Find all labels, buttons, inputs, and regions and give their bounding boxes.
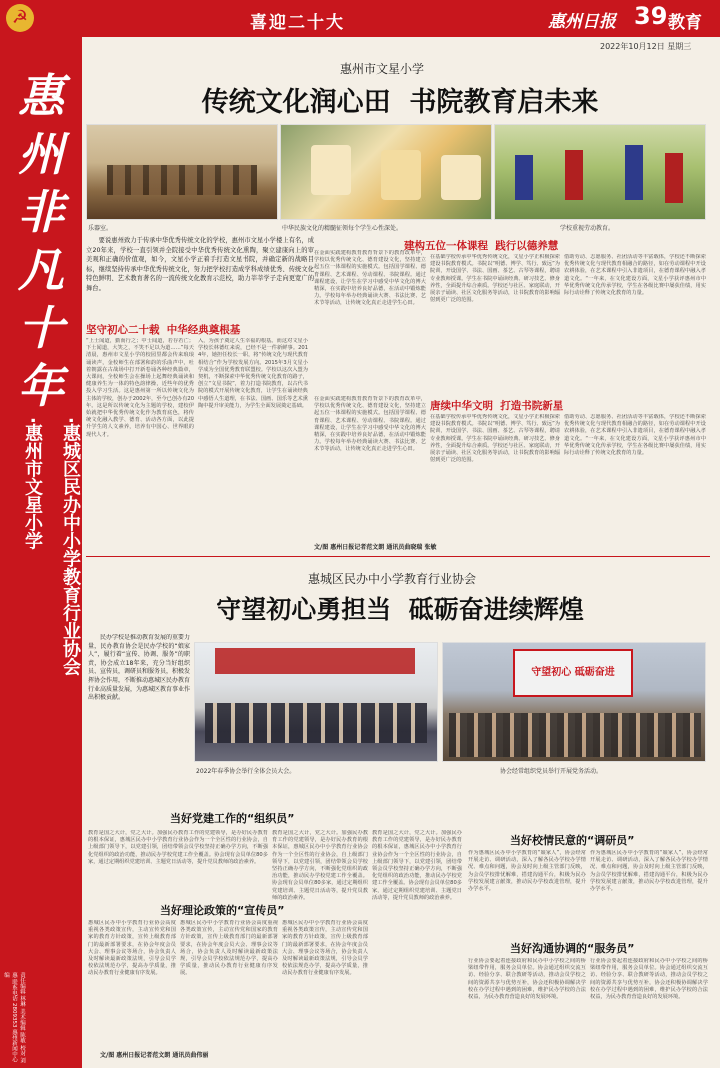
editor-credits: 责任编辑 林琳 美术编辑 陈敏 校对 刘惠 联系电话 2809353 惠州新闻中心编: [3, 972, 25, 1064]
section-text-propagandist: 惠城区民办中小学教育行业协会高度重视各类政策宣传，主动宣传党和国家的教育方针政策，宣传上级教育部门的最新部署要求，在协会年度会员大会、理事会议等场合，协会负责人及时解读最新政策法规，引导会员学校依法规范办学，提高办学质量，推动民办教育行业健康有序发展。: [88, 920, 176, 977]
column-8: 借助劳动、志愿服务、社团活动等丰富载体，学校还不断探索优秀传统文化与现代教育相融合的路径，如在劳动课程中开设农耕体验，在艺术课程中引入非遗项目，在德育课程中融入孝道文化。“一年来，在文化建设方面，文星小学获评惠州市中华优秀传统文化传承学校，学生在各级比赛中屡获佳绩，用实际行动诠释了传统文化教育的力量。: [564, 414, 706, 457]
slogan-vertical: 惠 州 非 凡 十 年: [18, 69, 64, 413]
column-4: 在基础学校传承中华优秀传统文化，文星小学正积极探索建设书院教育模式。书院以“明德、博学、笃行、致远”为院训，开设国学、书法、国画、茶艺、古琴等课程，聘请专业教师授课。学生在书院中诵读经典、研习技艺、修身养性，全面提升综合素质。学校还与社区、家庭联动，开展亲子诵读、社区文化服务等活动，让书院教育的影响辐射到更广泛的范围。: [430, 254, 560, 304]
assoc-kicker: 惠城区民办中小学教育行业协会: [308, 572, 477, 586]
section-text-servant-2: 行业协会要起着连接政府和民办中小学校之间的桥梁纽带作用，服务会员单位。协会通过组织交流互访、经验分享、联合教研等活动，推动会员学校之间的资源共享与优势互补，协会还积极协调解决学校在办学过程中遇到的困难，维护民办学校的合法权益，为民办教育营造良好的发展环境。: [590, 958, 708, 1001]
column-1: “上士闻道，勤而行之；中士闻道，若存若亡；下士闻道，大笑之，不笑不足以为道……”每天清晨，惠州市文星小学的校园里都会传来琅琅诵读声，金校师生在部署和韵的乐曲声中，吐着朝露在古战场中打开新卷诵各种经典篇章，大课间，全校师生会在操场上起舞经典诵读和健康养生为一体的特色韵律操，近些年的优秀投入学习生活。这是惠州第一所以传统文化为主体的学校，创办于2002年，至今已创办有20年。这是所以传统文化为主题的学校，建校伊始就把中华优秀传统文化作为教育底色，将传统文化融入教学、德育、活动各方面，以此提升学生的人文素养，培养有中国心、世界眼的现代人才。: [86, 338, 194, 438]
caption-3: 学校重视劳动教育。: [560, 225, 615, 232]
lead-paragraph: 要说惠州致力于传承中华优秀传统文化的学校，惠州市文星小学楼上有名，成立20年来，学校一直引领并全院接受中华优秀传统文化熏陶，聚立建康向上的审美观和正确的价值观，如今，文星小学正着手打造文星书院，并确定新的战略目标，继续坚持传承中华优秀传统文化，努力把学校打造成学科成绩优秀、传统文化特色鲜明、艺术教育著名的一流传统文化教育示范校，助力莘莘学子走向更宽广的舞台。: [86, 237, 314, 292]
divider-1: [86, 556, 710, 557]
section-text-organizer: 教育是国之大计，党之大计。加强民办教育工作的党建领导，是办好民办教育的根本保证，惠城区民办中小学教育行业协会作为一个全区性的行业协会，自上级部门领导下，以党建引领，团结带领会员学校坚持正确办学方向，不断强化党组织的政治功能，推动民办学校党建工作全覆盖。协会现有会员单位80多家，通过定期组织党建培训、主题党日活动等，提升党员教师的政治素养。: [88, 830, 268, 865]
caption-1: 乐器室。: [88, 225, 113, 232]
banner-title: 喜迎二十大: [250, 13, 345, 33]
party-emblem-icon: ☭: [6, 4, 34, 32]
page-number: 39: [634, 2, 668, 30]
photo-students-reading: [280, 124, 492, 220]
column-3: 在金面实践建构教育教育背景下的教育改革中，学校以优秀传统文化、德育建设文化，坚持建立起五位一体课程的实施模式。包括国学课程、德育课程、艺术课程、劳动课程、书院课程。通过课程建设，让学生在学习中感受中华文化的博大精深，在实践中培养良好品德，在活动中锻炼能力。学校每年举办经典诵读大赛、书法比赛、艺术节等活动，让传统文化真正走进学生心田。: [314, 250, 426, 307]
assoc-caption-1: 2022年春季协会举行全体会员大会。: [196, 768, 296, 775]
sub-title-vertical: ·惠城区民办中小学教育行业协会: [60, 417, 81, 676]
top-byline: 文/图 惠州日报记者范文朗 通讯员曲晓瑞 张敏: [314, 544, 437, 551]
section-text-researcher-2: 作为惠城区民办中小学教育的“娘家人”，协会经常开展走访、调研活动，深入了解各民办学校办学情况、难点和问题，协会及时向上级主管部门反映，为会员学校排忧解难，搭建沟通平台，积极为民办学校发展建言献策，推动民办学校改进管理，提升办学水平。: [590, 850, 708, 893]
photo-party-activity: [442, 642, 706, 762]
issue-date: 2022年10月12日 星期三: [600, 42, 692, 51]
subhead-1: 坚守初心二十载 中华经典奠根基: [86, 324, 241, 336]
assoc-byline: 文/图 惠州日报记者范文朗 通讯员曲伟丽: [100, 1052, 209, 1059]
section-text-servant: 行业协会要起着连接政府和民办中小学校之间的桥梁纽带作用，服务会员单位。协会通过组织交流互访、经验分享、联合教研等活动，推动会员学校之间的资源共享与优势互补，协会还积极协调解决学校在办学过程中遇到的困难，维护民办学校的合法权益，为民办教育营造良好的发展环境。: [468, 958, 586, 1001]
photo-group-meeting: [194, 642, 438, 762]
sub-title-vertical-2: ·惠州市文星小学: [22, 417, 43, 550]
column-7: 在基础学校传承中华优秀传统文化，文星小学正积极探索建设书院教育模式。书院以“明德、博学、笃行、致远”为院训，开设国学、书法、国画、茶艺、古琴等课程，聘请专业教师授课。学生在书院中诵读经典、研习技艺、修身养性，全面提升综合素质。学校还与社区、家庭联动，开展亲子诵读、社区文化服务等活动，让书院教育的影响辐射到更广泛的范围。: [430, 414, 560, 464]
top-headline: 传统文化润心田 书院教育启未来: [201, 87, 599, 118]
section-name: 教育: [668, 13, 702, 33]
photo-music-room: [86, 124, 278, 220]
column-5: 借助劳动、志愿服务、社团活动等丰富载体，学校还不断探索优秀传统文化与现代教育相融合的路径，如在劳动课程中开设农耕体验，在艺术课程中引入非遗项目，在德育课程中融入孝道文化。“一年来，在文化建设方面，文星小学获评惠州市中华优秀传统文化传承学校，学生在各级比赛中屡获佳绩，用实际行动诠释了传统文化教育的力量。: [564, 254, 706, 297]
middle-column-text: 教育是国之大计，党之大计。加强民办教育工作的党建领导，是办好民办教育的根本保证，惠城区民办中小学教育行业协会作为一个全区性的行业协会，自上级部门领导下，以党建引领，团结带领会员学校坚持正确办学方向，不断强化党组织的政治功能，推动民办学校党建工作全覆盖。协会现有会员单位80多家，通过定期组织党建培训、主题党日活动等，提升党员教师的政治素养。: [372, 830, 462, 901]
section-title-propagandist: 当好理论政策的“宣传员”: [160, 904, 285, 917]
screen-slide: 守望初心 砥砺奋进: [513, 649, 633, 697]
assoc-intro: 民办学校是推动教育发展的重要力量，民办教育协会是民办学校的“娘家人”，履行着“宣传、协调、服务”的职责，协会成立18年来，充分当好组织员、宣传员，调研员和服务员，积极发挥协会作用，不断推动惠城区民办教育行业高质量发展，为惠城区教育事业作出积极贡献。: [88, 634, 190, 702]
section-title-researcher: 当好校情民意的“调研员”: [510, 834, 635, 847]
top-banner: [0, 0, 720, 37]
column-2: 入，为孩子奠定人生幸福的根基。而这对文星小学校长林德红来说，已经不是一件新鲜事。2014年，她担任校长一职，将“传统文化与现代教育相结合”作为学校发展方向。2015年3月文星小学成为全国优秀教育联盟校。学校以这次入盟为契机，不断探索中华优秀传统文化教育的路子，创立“文星书院”，着力打造书院教育，以古代书院的模式开展传统文化教育，让学生在诵读经典中感悟人生道理，在书法、国画、国乐等艺术熏陶中提升审美能力，为学生全面发展奠定基础。: [198, 338, 308, 409]
subhead-2: 建构五位一体课程 践行以德养慧: [404, 240, 559, 252]
section-text-organizer-2: 教育是国之大计，党之大计。加强民办教育工作的党建领导，是办好民办教育的根本保证，惠城区民办中小学教育行业协会作为一个全区性的行业协会，自上级部门领导下，以党建引领，团结带领会员学校坚持正确办学方向，不断强化党组织的政治功能，推动民办学校党建工作全覆盖。协会现有会员单位80多家，通过定期组织党建培训、主题党日活动等，提升党员教师的政治素养。: [272, 830, 368, 900]
subhead-3: 唐续中华文明 打造书院新星: [430, 400, 564, 412]
assoc-caption-2: 协会经常组织党员举行开展党务活动。: [500, 768, 603, 775]
section-title-organizer: 当好党建工作的“组织员”: [170, 812, 295, 825]
vertical-banner: [0, 37, 82, 1068]
assoc-headline: 守望初心勇担当 砥砺奋进续辉煌: [216, 595, 584, 624]
top-kicker: 惠州市文星小学: [340, 62, 425, 76]
section-text-propagandist-2: 惠城区民办中小学教育行业协会高度重视各类政策宣传，主动宣传党和国家的教育方针政策，宣传上级教育部门的最新部署要求，在协会年度会员大会、理事会议等场合，协会负责人及时解读最新政策法规，引导会员学校依法规范办学，提高办学质量，推动民办教育行业健康有序发展。: [180, 920, 278, 977]
caption-2: 中华民族文化的精髓征领每个学生心性深处。: [282, 225, 403, 232]
section-text-propagandist-3: 惠城区民办中小学教育行业协会高度重视各类政策宣传，主动宣传党和国家的教育方针政策，宣传上级教育部门的最新部署要求，在协会年度会员大会、理事会议等场合，协会负责人及时解读最新政策法规，引导会员学校依法规范办学，提高办学质量，推动民办教育行业健康有序发展。: [282, 920, 368, 977]
column-6: 在金面实践建构教育教育背景下的教育改革中，学校以优秀传统文化、德育建设文化，坚持建立起五位一体课程的实施模式。包括国学课程、德育课程、艺术课程、劳动课程、书院课程。通过课程建设，让学生在学习中感受中华文化的博大精深，在实践中培养良好品德，在活动中锻炼能力。学校每年举办经典诵读大赛、书法比赛、艺术节等活动，让传统文化真正走进学生心田。: [314, 396, 426, 453]
section-text-researcher: 作为惠城区民办中小学教育的“娘家人”，协会经常开展走访、调研活动，深入了解各民办学校办学情况、难点和问题，协会及时向上级主管部门反映，为会员学校排忧解难，搭建沟通平台，积极为民办学校发展建言献策，推动民办学校改进管理，提升办学水平。: [468, 850, 586, 893]
photo-labor-education: [494, 124, 706, 220]
section-title-servant: 当好沟通协调的“服务员”: [510, 942, 635, 955]
paper-name: 惠州日报: [548, 12, 616, 32]
